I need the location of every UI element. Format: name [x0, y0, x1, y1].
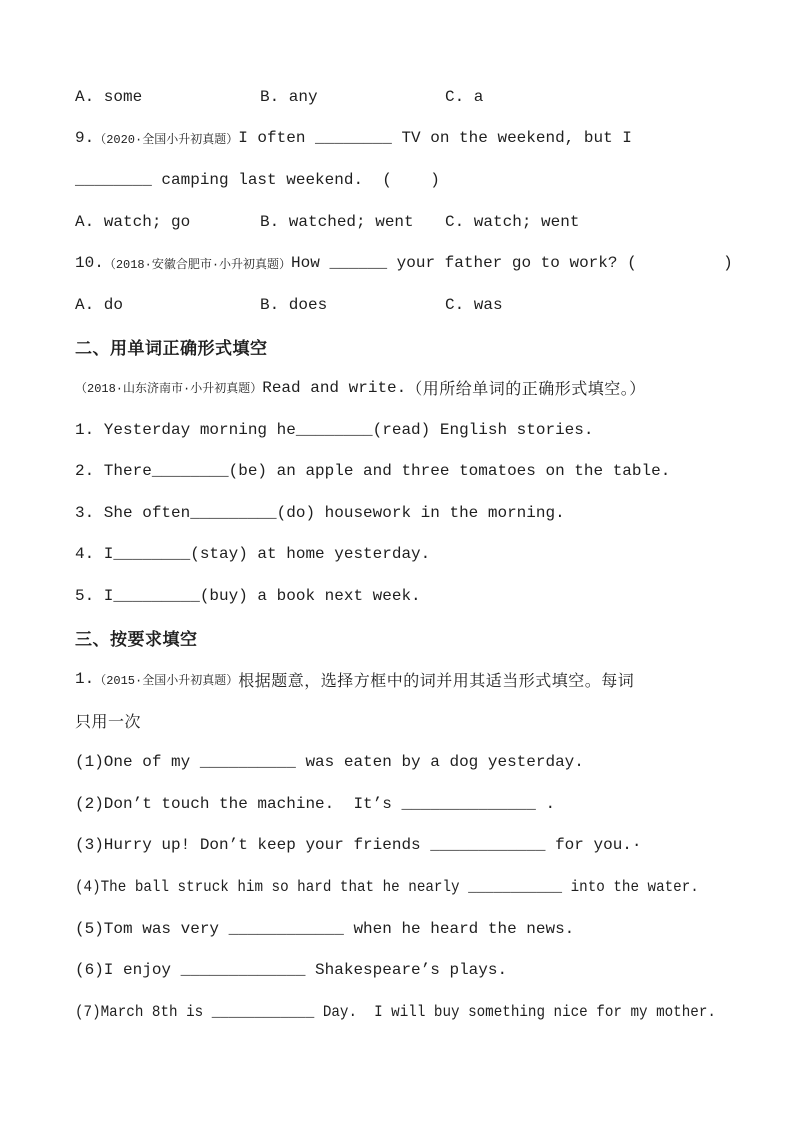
section-3-q1-line-1 — [75, 658, 738, 700]
line-text: How ______ your father go to work? ( ) — [291, 254, 733, 273]
source-tag: （2018·安徽合肥市·小升初真题） — [103, 257, 292, 272]
question-9-line-2 — [75, 159, 738, 201]
option-a: A. some — [75, 87, 143, 106]
line-text: (7)March 8th is ____________ Day. I will buy something nice for my mother. — [75, 1002, 716, 1021]
line-text: (5)Tom was very ____________ when he heard the news. — [75, 919, 575, 938]
line-text: 3. She often_________(do) housework in the morning. — [75, 503, 565, 522]
question-8-options — [75, 76, 738, 118]
option-c: C. watch; went — [445, 212, 580, 231]
section-3-item-6 — [75, 949, 738, 991]
line-text: (2)Don’t touch the machine. It’s ______________ . — [75, 794, 556, 813]
section-2-item-5 — [75, 575, 738, 617]
section-3-item-2 — [75, 783, 738, 825]
section-2-item-3 — [75, 492, 738, 534]
line-text: Read and write. — [262, 378, 407, 397]
line-text: (6)I enjoy _____________ Shakespeare’s plays. — [75, 961, 508, 980]
section-header-text: 二、用单词正确形式填空 — [75, 338, 268, 358]
line-text: ________ camping last weekend. ( ) — [75, 170, 440, 189]
section-3-item-4 — [75, 866, 738, 908]
section-3-q1-line-2 — [75, 700, 738, 742]
question-9-options — [75, 201, 738, 243]
source-tag: （2018·山东济南市·小升初真题） — [75, 382, 263, 397]
line-text: 5. I_________(buy) a book next week. — [75, 586, 421, 605]
line-text: 1. Yesterday morning he________(read) English stories. — [75, 420, 594, 439]
source-tag: （2020·全国小升初真题） — [94, 132, 239, 147]
line-text: I often ________ TV on the weekend, but I — [238, 129, 632, 148]
line-text: 4. I________(stay) at home yesterday. — [75, 545, 431, 564]
option-c: C. was — [445, 295, 503, 314]
question-10-options — [75, 284, 738, 326]
chinese-text: 只用一次 — [75, 714, 142, 732]
line-text: 9. — [75, 129, 95, 148]
option-a: A. do — [75, 295, 124, 314]
option-b: B. watched; went — [260, 212, 414, 231]
section-3-item-5 — [75, 908, 738, 950]
section-header-text: 三、按要求填空 — [75, 630, 198, 650]
section-3-header — [75, 617, 738, 659]
section-2-item-2 — [75, 450, 738, 492]
chinese-text: 根据题意，选择方框中的词并用其适当形式填空。每词 — [238, 672, 635, 690]
line-text: (1)One of my __________ was eaten by a dog yesterday. — [75, 753, 584, 772]
chinese-text: （用所给单词的正确形式填空。） — [406, 381, 646, 399]
section-2-intro — [75, 367, 738, 409]
line-text: 2. There________(be) an apple and three tomatoes on the table. — [75, 462, 671, 481]
option-a: A. watch; go — [75, 212, 191, 231]
option-b: B. does — [260, 295, 328, 314]
section-3-item-7 — [75, 991, 738, 1033]
section-2-header — [75, 326, 738, 368]
line-text: (4)The ball struck him so hard that he nearly ___________ into the water. — [75, 878, 699, 897]
section-3-item-1 — [75, 742, 738, 784]
line-text: 10. — [75, 254, 104, 273]
section-2-item-1 — [75, 409, 738, 451]
option-c: C. a — [445, 87, 484, 106]
section-2-item-4 — [75, 534, 738, 576]
source-tag: （2015·全国小升初真题） — [94, 673, 239, 688]
line-text: (3)Hurry up! Don’t keep your friends ____________ for you.· — [75, 836, 642, 855]
section-3-item-3 — [75, 825, 738, 867]
question-10-line — [75, 242, 738, 284]
line-text: 1. — [75, 670, 95, 689]
question-9-line-1 — [75, 118, 738, 160]
option-b: B. any — [260, 87, 318, 106]
